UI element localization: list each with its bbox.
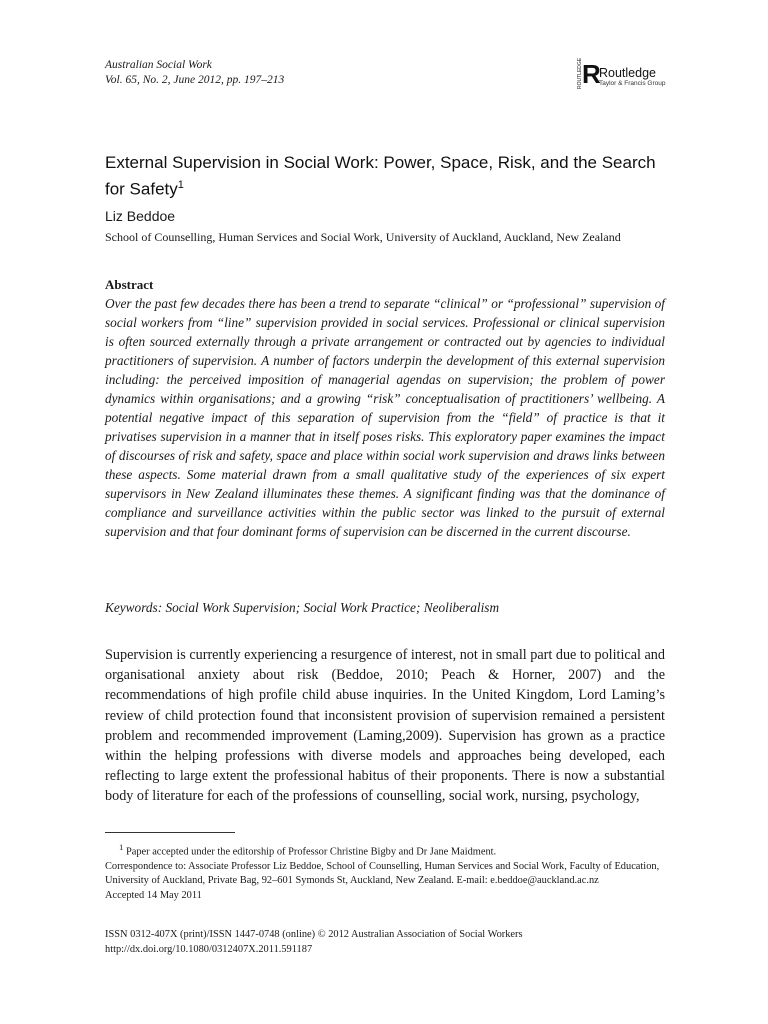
footnotes [105, 840, 665, 903]
article-title-text: External Supervision in Social Work: Power, Space, Risk, and the Search for Safety [105, 153, 656, 199]
journal-citation: Vol. 65, No. 2, June 2012, pp. 197–213 [105, 74, 285, 86]
journal-header [105, 58, 284, 88]
doi-link[interactable]: http://dx.doi.org/10.1080/0312407X.2011.591187 [105, 943, 313, 955]
publisher-name: Routledge [599, 65, 656, 80]
footnote-1-marker: 1 [119, 842, 124, 852]
footnote-divider [105, 832, 235, 833]
keywords: Keywords: Social Work Supervision; Social Work Practice; Neoliberalism [105, 600, 500, 615]
footnote-1 [105, 840, 665, 860]
abstract-heading: Abstract [105, 277, 154, 292]
issn-block [105, 928, 665, 957]
issn-line: ISSN 0312-407X (print)/ISSN 1447-0748 (online) © 2012 Australian Association of Social Workers [105, 929, 523, 940]
body-paragraph: Supervision is currently experiencing a resurgence of interest, not in small part due to political and organisational anxiety about risk (Beddoe, 2010; Peach & Horner, 2007) and the recommendations of high profile child abuse inquiries. In the United Kingdom, Lord Laming’s review of child protection found that inconsistent provision of supervision remained a persistent problem and recommended improvement (Laming,2009). Supervision has grown as a practice within the helping professions with diverse models and approaches being developed, each reflecting to large extent the professional habitus of their proponents. There is now a substantial body of literature for each of the professions of counselling, social work, nursing, psychology, [105, 647, 665, 805]
abstract-text: Over the past few decades there has been a trend to separate “clinical” or “professional” supervision of social workers from “line” supervision provided in social services. Professional or clinical supervision is often sourced externally through a private arrangement or contracted out by agencies to individual practitioners of supervision. A number of factors underpin the development of this external supervision including: the perceived imposition of managerial agendas on supervision; the problem of power dynamics within organisations; and a growing “risk” conceptualisation of practitioners’ wellbeing. A potential negative impact of this separation of supervision from the “field” of practice is that it privatises supervision in a manner that in itself poses risks. This exploratory paper examines the impact of discourses of risk and safety, space and place within social work supervision and draws links between these aspects. Some material drawn from a small qualitative study of the experiences of six expert supervisors in New Zealand illuminates these themes. A significant finding was that the dominance of compliance and surveillance activities within the public sector was linked to the pursuit of external supervision and that four dominant forms of supervision can be discerned in the current discourse. [105, 296, 665, 539]
footnote-1-text: Paper accepted under the editorship of Professor Christine Bigby and Dr Jane Maidment. [125, 846, 497, 858]
author-name: Liz Beddoe [105, 208, 176, 224]
routledge-logo-icon: ROUTLEDGE R [577, 57, 601, 89]
publisher-logo [577, 57, 666, 91]
correspondence-note: Correspondence to: Associate Professor Liz Beddoe, School of Counselling, Human Services and Social Work, Faculty of Education, University of Auckland, Private Bag, 92–601 Symonds St, Auckland, New Zealand. E-mail: e.beddoe@auckland.ac.nz [105, 860, 660, 887]
publisher-logo-side-text: ROUTLEDGE [577, 57, 583, 89]
author-affiliation: School of Counselling, Human Services and Social Work, University of Auckland, Auckland, New Zealand [105, 230, 621, 244]
title-footnote-marker: 1 [177, 179, 184, 191]
journal-name: Australian Social Work [105, 59, 212, 71]
publisher-subtitle: Taylor & Francis Group [599, 79, 666, 87]
accepted-date: Accepted 14 May 2011 [105, 889, 202, 901]
article-title [105, 152, 675, 201]
